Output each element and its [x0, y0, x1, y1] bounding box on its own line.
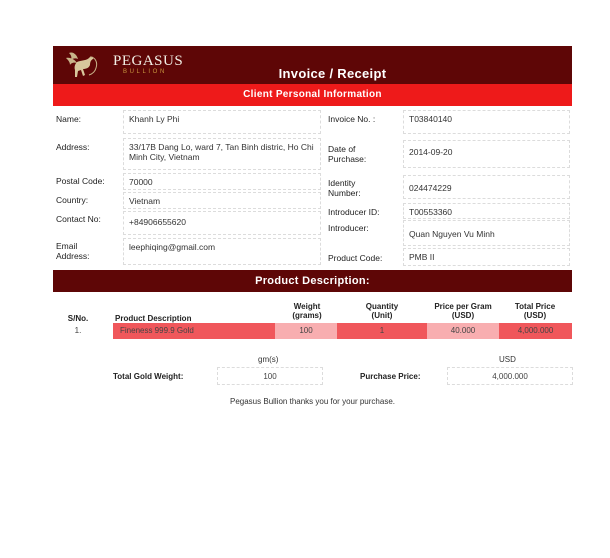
weight-unit: gm(s) [258, 355, 279, 364]
cell-description: Fineness 999.9 Gold [113, 323, 275, 339]
total-weight-label: Total Gold Weight: [113, 372, 184, 381]
invoice-no-field: T03840140 [403, 110, 570, 134]
country-label: Country: [56, 195, 89, 205]
product-code-label: Product Code: [328, 253, 383, 263]
cell-price-per-gram: 40.000 [427, 323, 499, 339]
introducer-id-field: T00553360 [403, 203, 570, 219]
postal-code-label: Postal Code: [56, 176, 105, 186]
client-section-title: Client Personal Information [53, 84, 572, 106]
product-table [53, 292, 572, 352]
invoice-header [53, 46, 572, 84]
price-unit: USD [499, 355, 516, 364]
introducer-label: Introducer: [328, 223, 369, 233]
header-sno: S/No. [67, 314, 89, 323]
name-field: Khanh Ly Phi [123, 110, 321, 134]
date-field: 2014-09-20 [403, 140, 570, 168]
invoice [53, 46, 572, 422]
cell-quantity: 1 [337, 323, 427, 339]
product-code-field: PMB II [403, 248, 570, 266]
identity-number-field: 024474229 [403, 175, 570, 199]
address-label: Address: [56, 142, 90, 152]
address-field: 33/17B Dang Lo, ward 7, Tan Binh distric, Ho Chi Minh City, Vietnam [123, 138, 321, 170]
introducer-id-label: Introducer ID: [328, 207, 380, 217]
email-label: Email Address: [56, 241, 90, 261]
identity-number-label: Identity Number: [328, 178, 361, 198]
cell-total-price: 4,000.000 [499, 323, 572, 339]
header-price-per-gram: Price per Gram (USD) [434, 302, 492, 320]
introducer-field: Quan Nguyen Vu Minh [403, 220, 570, 246]
totals-section [53, 352, 572, 422]
header-weight: Weight (grams) [292, 302, 322, 320]
total-weight-field: 100 [217, 367, 323, 385]
cell-sno: 1. [74, 326, 82, 335]
contact-label: Contact No: [56, 214, 101, 224]
header-quantity: Quantity (Unit) [365, 302, 399, 320]
purchase-price-field: 4,000.000 [447, 367, 573, 385]
email-field: leephiqing@gmail.com [123, 238, 321, 265]
name-label: Name: [56, 114, 82, 124]
client-info [53, 106, 572, 270]
date-label: Date of Purchase: [328, 144, 367, 164]
thank-you-message: Pegasus Bullion thanks you for your purchase. [230, 397, 395, 406]
product-section-title: Product Description: [53, 270, 572, 292]
purchase-price-label: Purchase Price: [360, 372, 421, 381]
brand-name: PEGASUS [113, 53, 184, 69]
postal-code-field: 70000 [123, 173, 321, 190]
brand-subtitle: BULLION [123, 69, 167, 75]
country-field: Vietnam [123, 192, 321, 209]
header-total-price: Total Price (USD) [514, 302, 556, 320]
invoice-no-label: Invoice No. : [328, 114, 376, 124]
contact-field: +84906655620 [123, 211, 321, 235]
cell-weight: 100 [275, 323, 337, 339]
header-description: Product Description [115, 314, 192, 323]
page-title: Invoice / Receipt [278, 66, 387, 81]
